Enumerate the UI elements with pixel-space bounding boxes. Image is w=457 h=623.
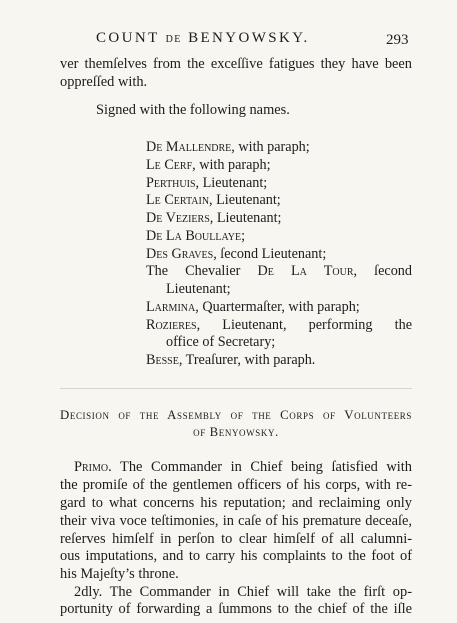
header-title-de: DE [165,34,182,45]
signatory-line: De Veziers, Lieutenant; [146,210,282,226]
body-line: gard to what concerns his reputation; and reclaiming only [60,495,412,511]
signatory-continuation: Lieutenant; [166,281,231,297]
header-title-benyowsky: BENYOWSKY. [188,30,310,46]
signatory-line: Des Graves, ſecond Lieutenant; [146,246,327,262]
body-line: portunity of forwarding a ſummons to the chief of the iſle [60,601,412,617]
body-line: his Majeſty’s throne. [60,566,179,582]
running-header [96,30,416,47]
signatory-line: Perthuis, Lieutenant; [146,175,268,191]
signatory-line: De La Boullaye; [146,228,246,244]
header-title-count: COUNT [96,30,160,46]
signatory-continuation: office of Secretary; [166,334,276,350]
decision-heading-line-2: of Benyowsky. [193,425,279,439]
page-number: 293 [386,32,409,48]
signatory-line: Le Cerf, with paraph; [146,157,271,173]
signatory-line: The Chevalier De La Tour, ſecond [146,263,412,279]
intro-line-2: oppreſſed with. [60,74,148,90]
decision-heading-line-1: Decision of the Assembly of the Corps of Volunteers [60,408,412,422]
body-line: Primo. The Commander in Chief being ſatisfied with [74,459,412,475]
body-line: 2dly. The Commander in Chief will take the firſt op- [74,584,412,600]
intro-line-1: ver themſelves from the exceſſive fatigues they have been [60,56,412,72]
signatory-line: Larmina, Quartermaſter, with paraph; [146,299,360,315]
signatory-line: Le Certain, Lieutenant; [146,192,281,208]
signatory-line: Besse, Treaſurer, with paraph. [146,352,316,368]
signatory-line: Rozieres, Lieutenant, performing the [146,317,412,333]
faint-divider [60,388,412,389]
body-line: reſerves himſelf in perſon to clear himſelf of all calumni- [60,531,412,547]
signed-heading: Signed with the following names. [96,102,290,118]
body-line: ous imputations, and to carry his complaints to the foot of [60,548,412,564]
body-line: their viva voce teſtimonies, in caſe of his premature deceaſe, [60,513,412,529]
signatory-line: De Mallendre, with paraph; [146,139,310,155]
body-line: the promiſe of the gentlemen officers of his corps, with re- [60,477,412,493]
